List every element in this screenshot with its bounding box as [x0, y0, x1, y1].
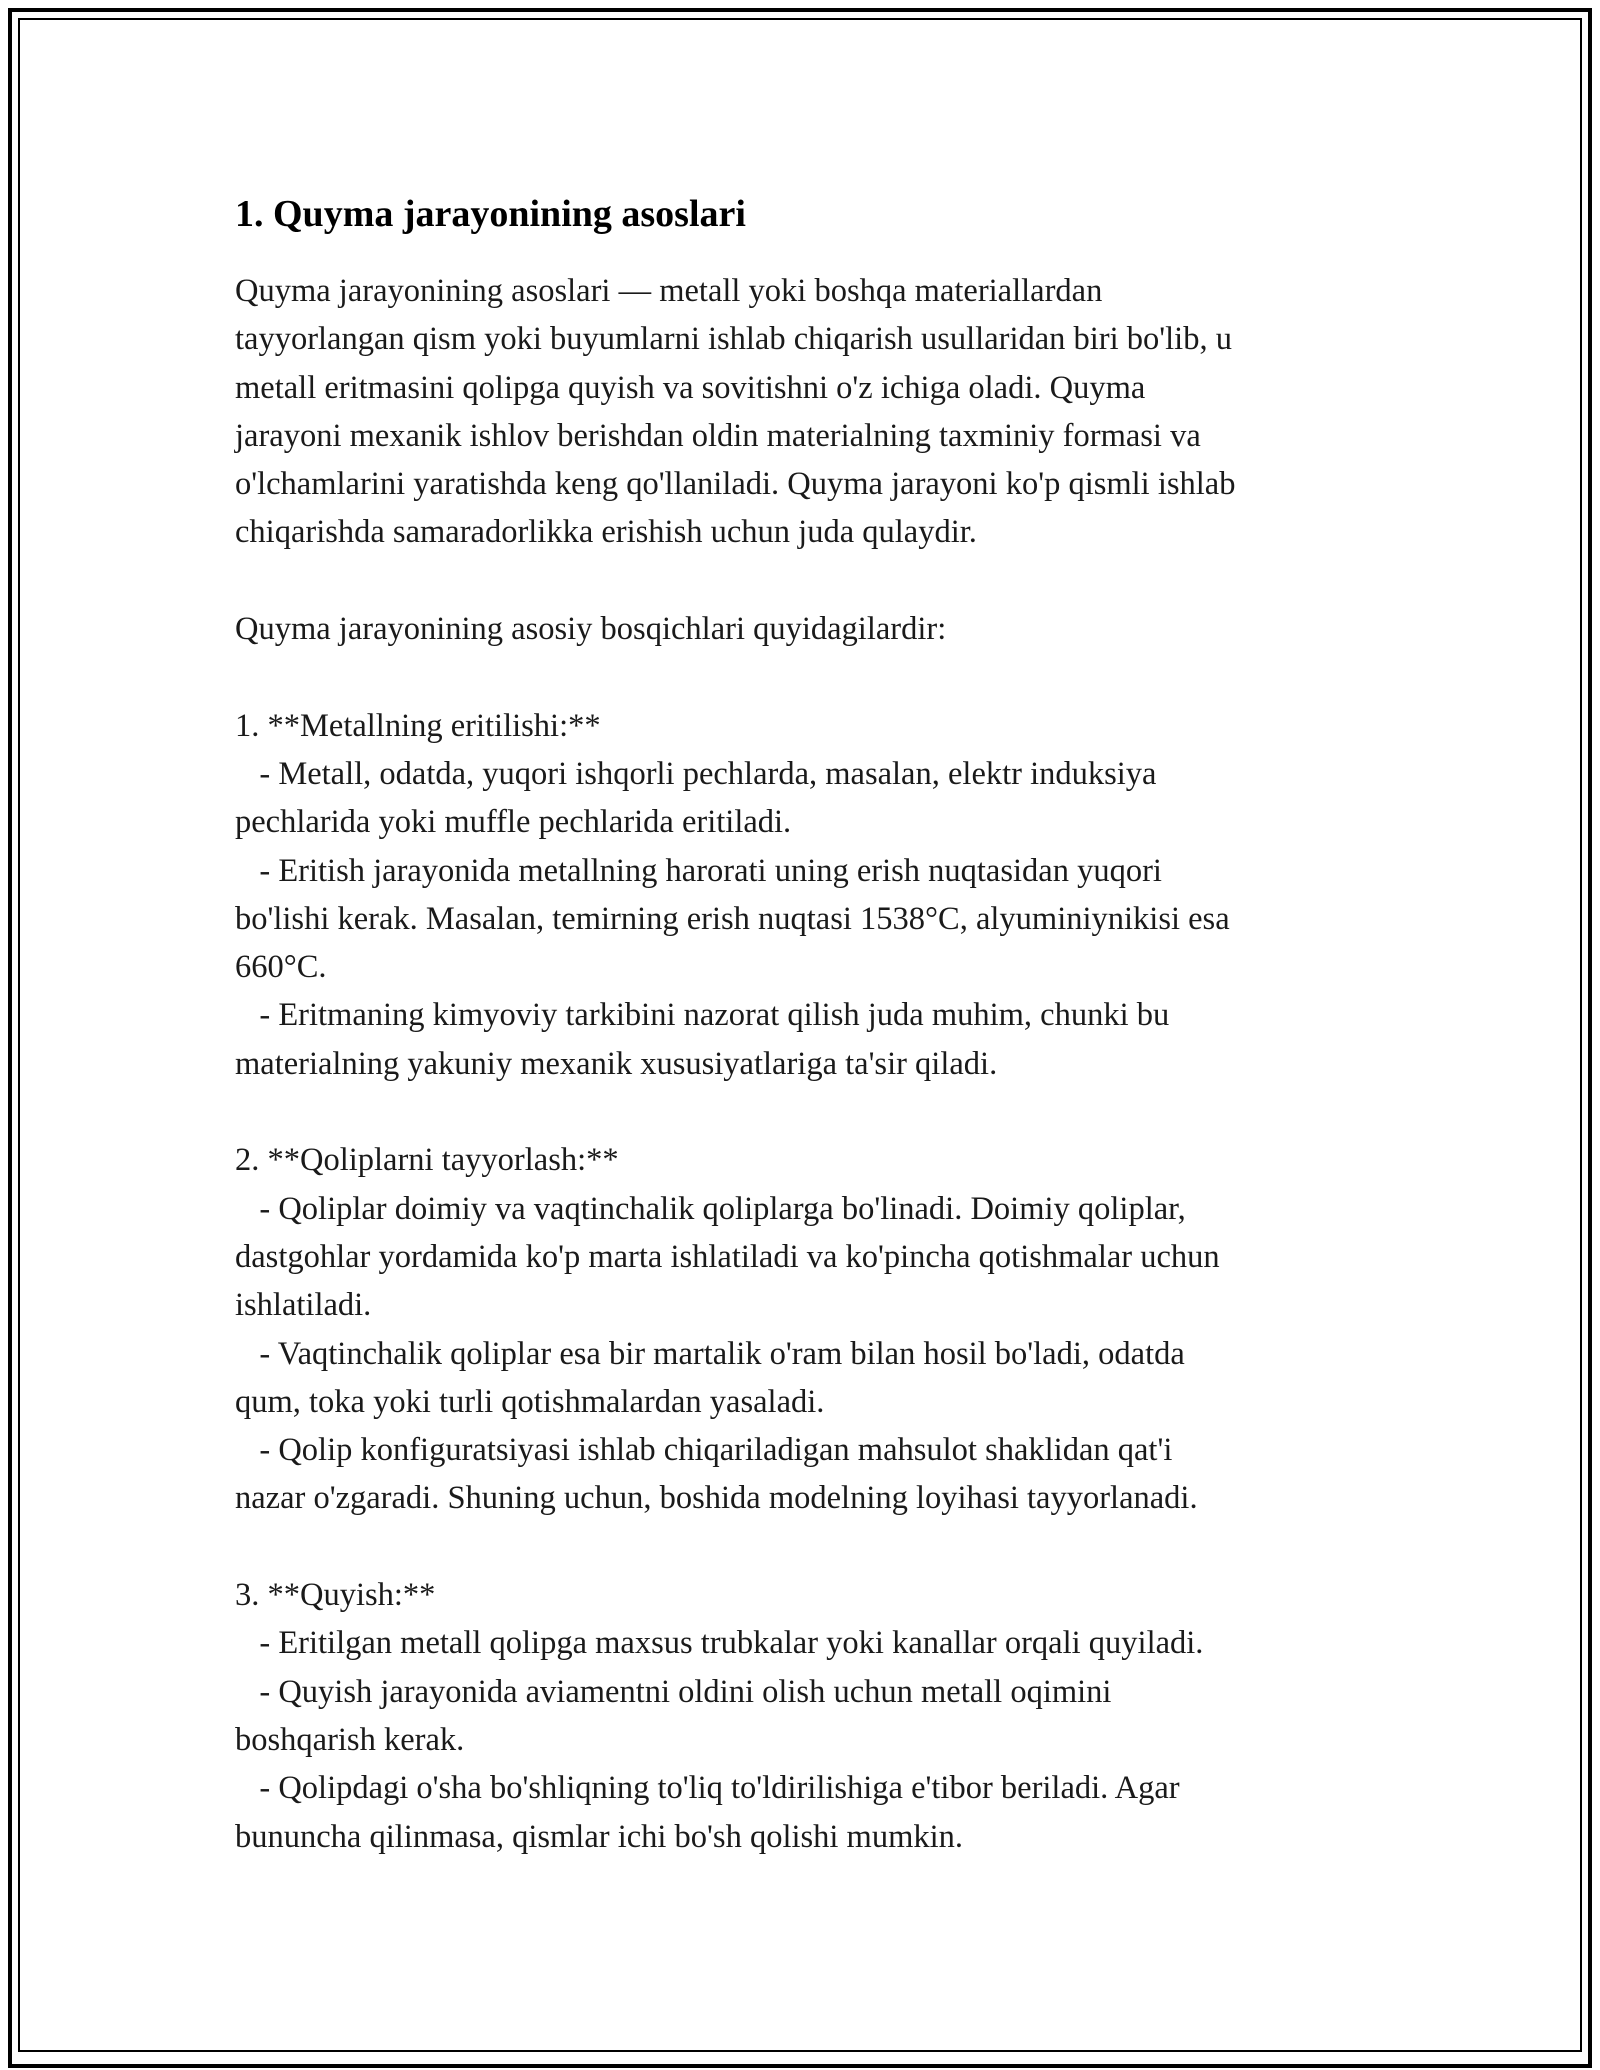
section-line: boshqarish kerak.	[235, 1721, 465, 1758]
paragraph-line: jarayoni mexanik ishlov berishdan oldin materialning taxminiy formasi va	[235, 417, 1201, 454]
section-line: - Qolipdagi o'sha bo'shliqning to'liq to'ldirilishiga e'tibor beriladi. Agar	[235, 1770, 1180, 1807]
section-molds	[235, 1136, 1395, 1522]
section-line: bo'lishi kerak. Masalan, temirning erish nuqtasi 1538°C, alyuminiynikisi esa	[235, 900, 1230, 937]
section-line: - Eritilgan metall qolipga maxsus trubkalar yoki kanallar orqali quyiladi.	[235, 1625, 1204, 1662]
spacer	[235, 557, 1395, 605]
section-heading: 2. **Qoliplarni tayyorlash:**	[235, 1142, 619, 1179]
section-heading: 1. **Metallning eritilishi:**	[235, 707, 601, 744]
section-line: pechlarida yoki muffle pechlarida eritiladi.	[235, 804, 792, 841]
section-line: - Qolip konfiguratsiyasi ishlab chiqariladigan mahsulot shaklidan qat'i	[235, 1432, 1173, 1469]
section-pouring	[235, 1571, 1395, 1861]
section-line: materialning yakuniy mexanik xususiyatlariga ta'sir qiladi.	[235, 1045, 998, 1082]
paragraph-line: o'lchamlarini yaratishda keng qo'llaniladi. Quyma jarayoni ko'p qismli ishlab	[235, 466, 1236, 503]
section-line: nazar o'zgaradi. Shuning uchun, boshida modelning loyihasi tayyorlanadi.	[235, 1480, 1198, 1517]
page-title: 1. Quyma jarayonining asoslari	[235, 193, 746, 235]
stages-intro: Quyma jarayonining asosiy bosqichlari quyidagilardir:	[235, 611, 947, 648]
intro-paragraph	[235, 267, 1395, 557]
spacer	[235, 653, 1395, 701]
section-line: qum, toka yoki turli qotishmalardan yasaladi.	[235, 1383, 825, 1420]
section-line: bununcha qilinmasa, qismlar ichi bo'sh qolishi mumkin.	[235, 1818, 964, 1855]
section-line: - Eritish jarayonida metallning harorati uning erish nuqtasidan yuqori	[235, 852, 1162, 889]
paragraph-line: tayyorlangan qism yoki buyumlarni ishlab chiqarish usullaridan biri bo'lib, u	[235, 321, 1232, 358]
paragraph-line: chiqarishda samaradorlikka erishish uchun juda qulaydir.	[235, 514, 977, 551]
section-line: - Eritmaning kimyoviy tarkibini nazorat qilish juda muhim, chunki bu	[235, 997, 1170, 1034]
section-line: - Vaqtinchalik qoliplar esa bir martalik o'ram bilan hosil bo'ladi, odatda	[235, 1335, 1185, 1372]
section-line: - Quyish jarayonida aviamentni oldini olish uchun metall oqimini	[235, 1673, 1112, 1710]
section-line: - Metall, odatda, yuqori ishqorli pechlarda, masalan, elektr induksiya	[235, 755, 1157, 792]
section-heading: 3. **Quyish:**	[235, 1577, 436, 1614]
spacer	[235, 1088, 1395, 1136]
document-body	[235, 185, 1395, 1861]
section-line: ishlatiladi.	[235, 1287, 372, 1324]
paragraph-line: Quyma jarayonining asoslari — metall yoki boshqa materiallardan	[235, 273, 1103, 309]
section-line: 660°C.	[235, 949, 327, 986]
section-line: dastgohlar yordamida ko'p marta ishlatiladi va ko'pincha qotishmalar uchun	[235, 1238, 1220, 1275]
section-line: - Qoliplar doimiy va vaqtinchalik qoliplarga bo'linadi. Doimiy qoliplar,	[235, 1190, 1186, 1227]
spacer	[235, 1523, 1395, 1571]
section-melting	[235, 702, 1395, 1088]
paragraph-line: metall eritmasini qolipga quyish va sovitishni o'z ichiga oladi. Quyma	[235, 369, 1146, 406]
